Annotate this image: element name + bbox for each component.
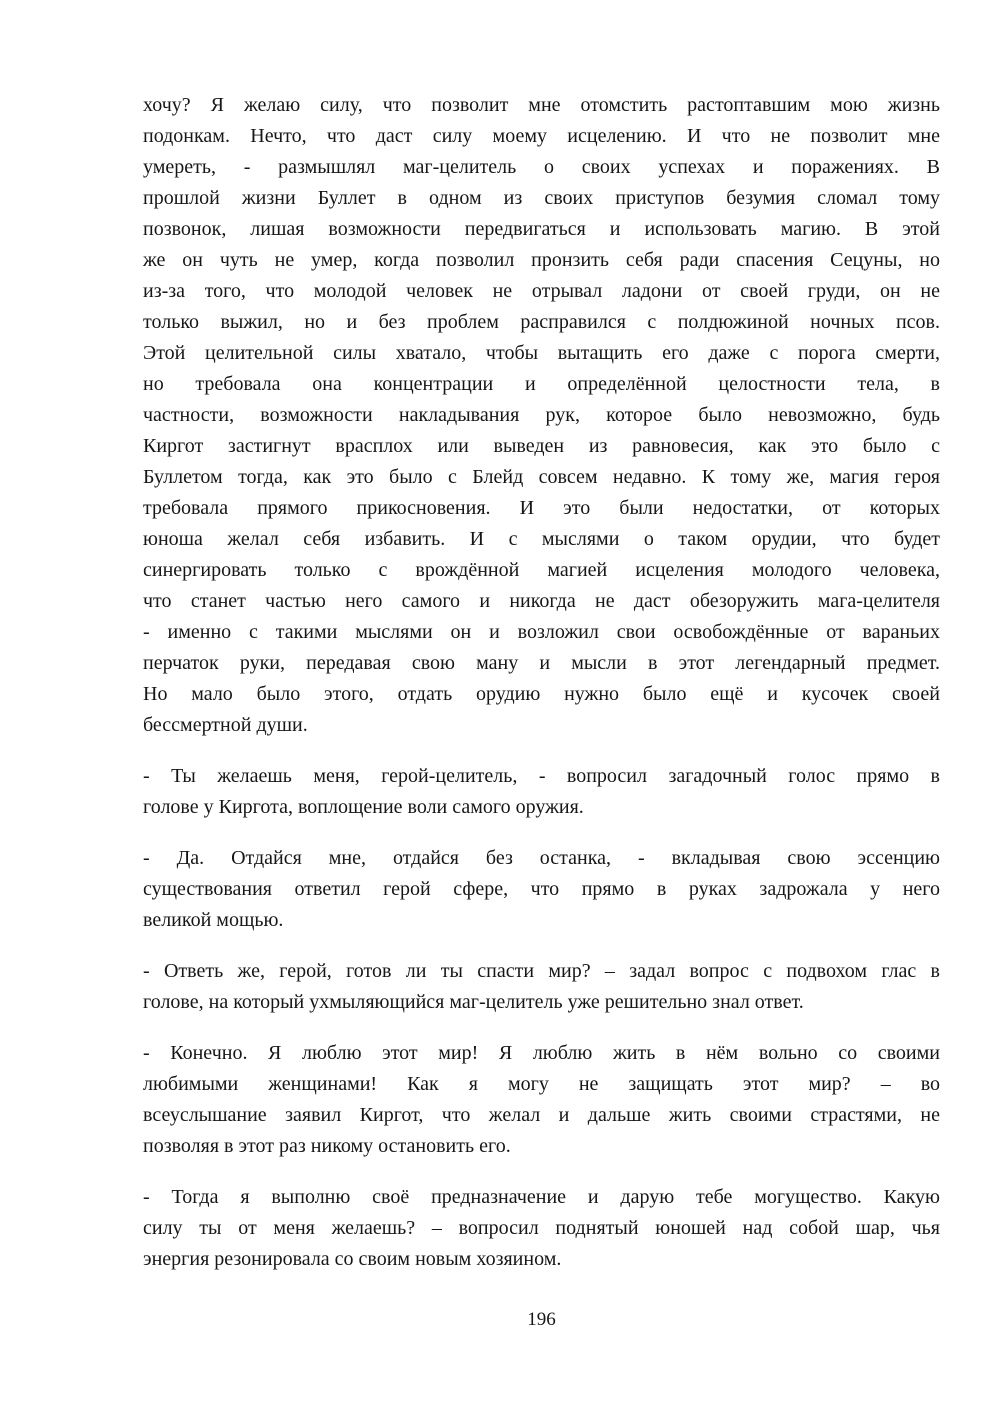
text-line: но требовала она концентрации и определённой целостности тела, в: [143, 373, 940, 395]
text-line: - Ты желаешь меня, герой-целитель, - вопросил загадочный голос прямо в: [143, 765, 940, 787]
paragraph: [143, 1038, 940, 1162]
text-line: голове у Киргота, воплощение воли самого оружия.: [143, 796, 584, 818]
text-line: позвонок, лишая возможности передвигаться и использовать магию. В этой: [143, 218, 940, 240]
text-line: великой мощью.: [143, 909, 284, 931]
text-line: требовала прямого прикосновения. И это были недостатки, от которых: [143, 497, 940, 519]
text-line: перчаток руки, передавая свою ману и мысли в этот легендарный предмет.: [143, 652, 940, 674]
paragraph: [143, 1182, 940, 1275]
text-line: юноша желал себя избавить. И с мыслями о таком орудии, что будет: [143, 528, 940, 550]
text-line: Этой целительной силы хватало, чтобы вытащить его даже с порога смерти,: [143, 342, 940, 364]
paragraph: [143, 956, 940, 1018]
text-column: [143, 90, 940, 1275]
text-line: прошлой жизни Буллет в одном из своих приступов безумия сломал тому: [143, 187, 940, 209]
text-line: - Да. Отдайся мне, отдайся без останка, - вкладывая свою эссенцию: [143, 847, 940, 869]
text-line: любимыми женщинами! Как я могу не защищать этот мир? – во: [143, 1073, 940, 1095]
paragraph: [143, 90, 940, 741]
text-line: хочу? Я желаю силу, что позволит мне отомстить растоптавшим мою жизнь: [143, 94, 940, 116]
page-number: 196: [527, 1309, 556, 1330]
text-line: что станет частью него самого и никогда не даст обезоружить мага-целителя: [143, 590, 940, 612]
text-line: частности, возможности накладывания рук, которое было невозможно, будь: [143, 404, 940, 426]
text-line: всеуслышание заявил Киргот, что желал и дальше жить своими страстями, не: [143, 1104, 940, 1126]
text-line: Но мало было этого, отдать орудию нужно было ещё и кусочек своей: [143, 683, 940, 705]
text-line: только выжил, но и без проблем расправился с полдюжиной ночных псов.: [143, 311, 940, 333]
text-line: - Ответь же, герой, готов ли ты спасти мир? – задал вопрос с подвохом глас в: [143, 960, 940, 982]
text-line: умереть, - размышлял маг-целитель о своих успехах и поражениях. В: [143, 156, 940, 178]
text-line: силу ты от меня желаешь? – вопросил поднятый юношей над собой шар, чья: [143, 1217, 940, 1239]
text-line: голове, на который ухмыляющийся маг-целитель уже решительно знал ответ.: [143, 991, 804, 1013]
text-line: - именно с такими мыслями он и возложил свои освобождённые от вараньих: [143, 621, 940, 643]
paragraph: [143, 843, 940, 936]
text-line: же он чуть не умер, когда позволил пронзить себя ради спасения Сецуны, но: [143, 249, 940, 271]
text-line: - Тогда я выполню своё предназначение и дарую тебе могущество. Какую: [143, 1186, 940, 1208]
text-line: позволяя в этот раз никому остановить его.: [143, 1135, 511, 1157]
text-line: энергия резонировала со своим новым хозяином.: [143, 1248, 562, 1270]
paragraph: [143, 761, 940, 823]
text-line: - Конечно. Я люблю этот мир! Я люблю жить в нём вольно со своими: [143, 1042, 940, 1064]
text-line: из-за того, что молодой человек не отрывал ладони от своей груди, он не: [143, 280, 940, 302]
text-line: подонкам. Нечто, что даст силу моему исцелению. И что не позволит мне: [143, 125, 940, 147]
text-line: Киргот застигнут врасплох или выведен из равновесия, как это было с: [143, 435, 940, 457]
text-line: Буллетом тогда, как это было с Блейд совсем недавно. К тому же, магия героя: [143, 466, 940, 488]
text-line: существования ответил герой сфере, что прямо в руках задрожала у него: [143, 878, 940, 900]
text-line: бессмертной души.: [143, 714, 308, 736]
text-line: синергировать только с врождённой магией исцеления молодого человека,: [143, 559, 940, 581]
